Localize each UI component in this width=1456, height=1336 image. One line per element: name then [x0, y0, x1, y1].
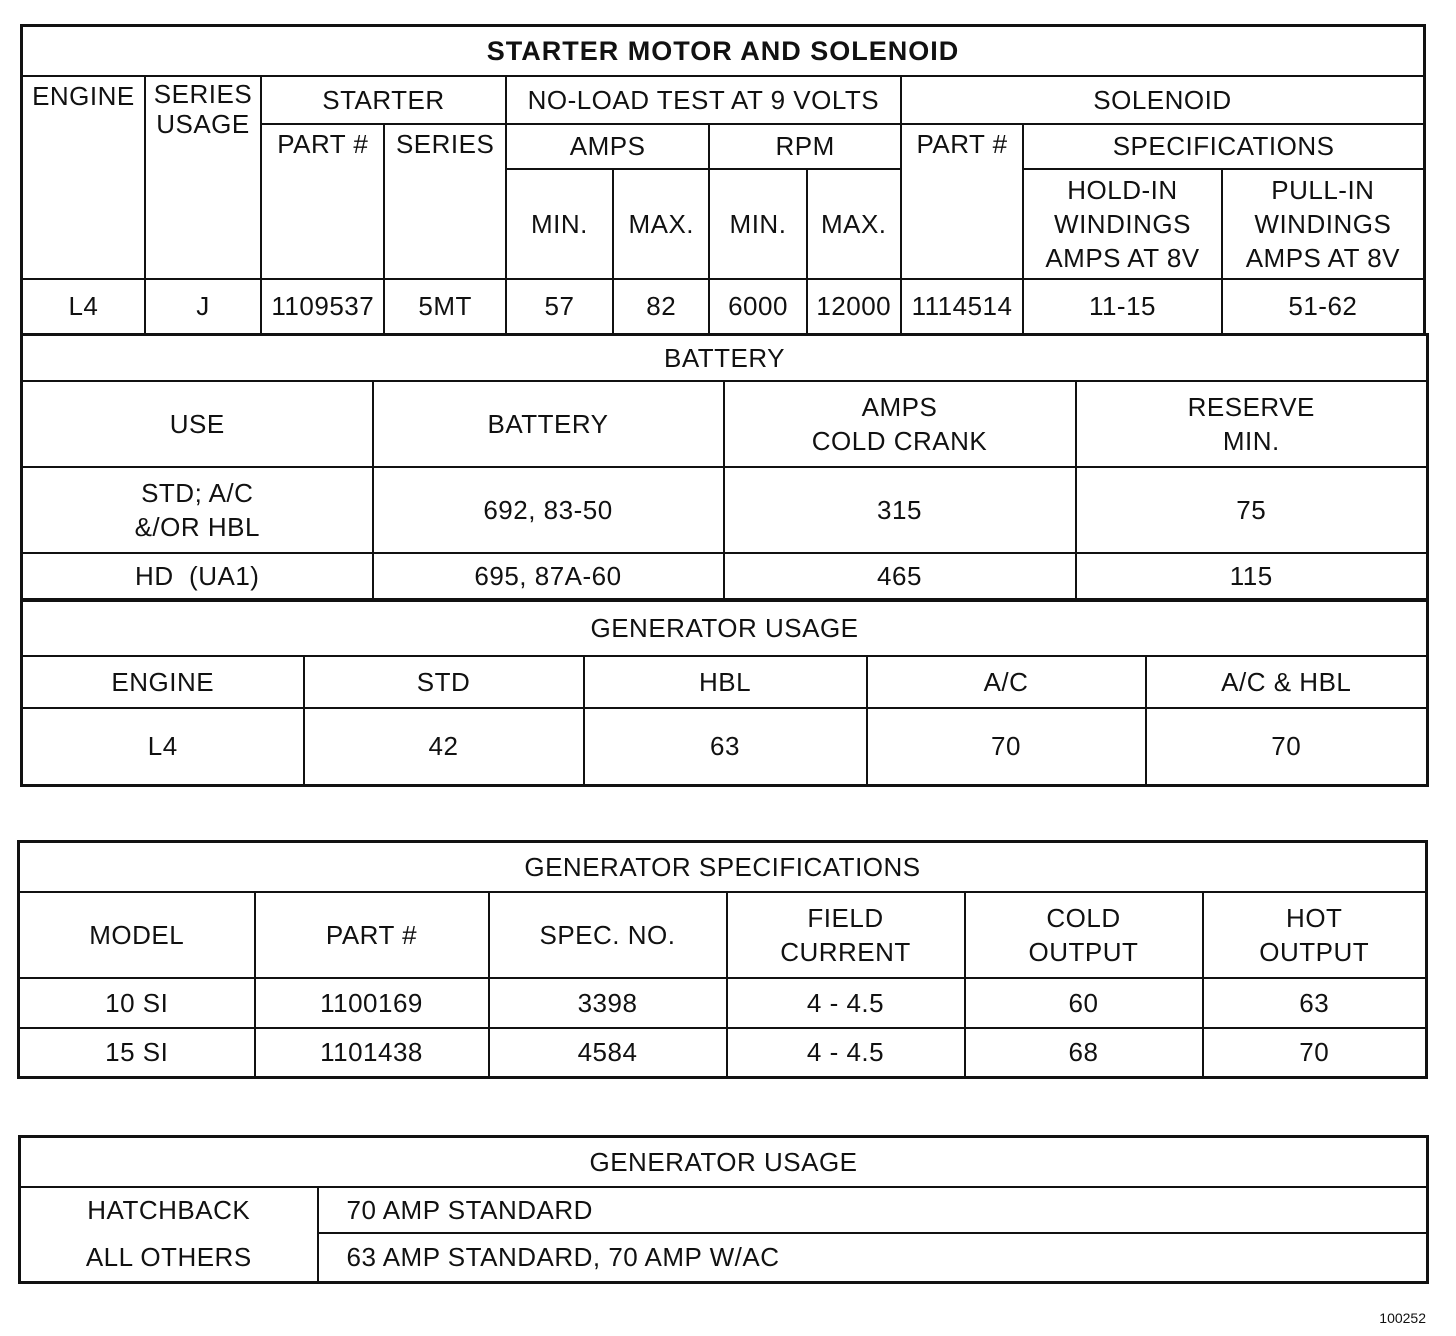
table-row: [20, 1233, 1428, 1283]
table-cell: 15 SI: [19, 1028, 255, 1078]
table-cell: 4584: [489, 1028, 727, 1078]
table-cell: 1114514: [901, 279, 1023, 335]
table-cell: ALL OTHERS: [20, 1233, 318, 1283]
battery-use-header: USE: [22, 381, 373, 467]
noload-header: NO-LOAD TEST AT 9 VOLTS: [506, 76, 901, 124]
table-cell: 115: [1076, 553, 1428, 601]
specifications-header: SPECIFICATIONS: [1023, 124, 1424, 169]
table-cell: 63 AMP STANDARD, 70 AMP W/AC: [318, 1233, 1428, 1283]
pull-in-header: PULL-IN WINDINGS AMPS AT 8V: [1222, 169, 1425, 279]
gen-usage-hbl-header: HBL: [584, 656, 867, 708]
specs-cold-output-header: COLD OUTPUT: [965, 892, 1203, 978]
table-cell: 6000: [709, 279, 806, 335]
table-cell: 70: [867, 708, 1146, 786]
table-cell: 60: [965, 978, 1203, 1028]
table-cell: L4: [22, 708, 304, 786]
table-cell: 57: [506, 279, 613, 335]
table-cell: 11-15: [1023, 279, 1222, 335]
engine-header: ENGINE: [22, 76, 145, 279]
generator-usage-table: [20, 598, 1429, 787]
table-cell: 4 - 4.5: [727, 978, 965, 1028]
table-row: [22, 467, 1428, 553]
specs-field-current-header: FIELD CURRENT: [727, 892, 965, 978]
table-cell: 12000: [807, 279, 901, 335]
rpm-max-header: MAX.: [807, 169, 901, 279]
battery-table: [20, 333, 1429, 602]
amps-min-header: MIN.: [506, 169, 613, 279]
generator-usage-body-table: [18, 1135, 1429, 1284]
starter-table: [20, 24, 1426, 336]
generator-specs-title: GENERATOR SPECIFICATIONS: [19, 842, 1427, 892]
battery-title: BATTERY: [22, 335, 1428, 381]
series-usage-header: SERIES USAGE: [145, 76, 261, 279]
amps-max-header: MAX.: [613, 169, 709, 279]
table-cell: 315: [724, 467, 1076, 553]
battery-reserve-header: RESERVE MIN.: [1076, 381, 1428, 467]
table-cell: 1109537: [261, 279, 384, 335]
table-cell: 70 AMP STANDARD: [318, 1187, 1428, 1233]
table-row: [20, 1187, 1428, 1233]
solenoid-part-header: PART #: [901, 124, 1023, 279]
table-cell: 82: [613, 279, 709, 335]
generator-usage-title: GENERATOR USAGE: [22, 600, 1428, 656]
gen-usage-engine-header: ENGINE: [22, 656, 304, 708]
table-cell: 5MT: [384, 279, 505, 335]
table-cell: 1101438: [255, 1028, 489, 1078]
table-row: [22, 708, 1428, 786]
specs-part-header: PART #: [255, 892, 489, 978]
table-row: [19, 978, 1427, 1028]
specs-specno-header: SPEC. NO.: [489, 892, 727, 978]
solenoid-header: SOLENOID: [901, 76, 1425, 124]
table-cell: 70: [1146, 708, 1428, 786]
table-cell: 10 SI: [19, 978, 255, 1028]
table-row: [22, 553, 1428, 601]
table-cell: 465: [724, 553, 1076, 601]
table-cell: J: [145, 279, 261, 335]
table-row: [19, 1028, 1427, 1078]
hold-in-header: HOLD-IN WINDINGS AMPS AT 8V: [1023, 169, 1222, 279]
battery-battery-header: BATTERY: [373, 381, 724, 467]
starter-data-row: [22, 279, 1425, 335]
rpm-min-header: MIN.: [709, 169, 806, 279]
starter-series-header: SERIES: [384, 124, 505, 279]
table-cell: 63: [1203, 978, 1427, 1028]
table-cell: 3398: [489, 978, 727, 1028]
table-cell: 1100169: [255, 978, 489, 1028]
reference-code: 100252: [1379, 1310, 1426, 1326]
table-cell: HATCHBACK: [20, 1187, 318, 1233]
specs-hot-output-header: HOT OUTPUT: [1203, 892, 1427, 978]
table-cell: 692, 83-50: [373, 467, 724, 553]
table-cell: 51-62: [1222, 279, 1425, 335]
battery-cca-header: AMPS COLD CRANK: [724, 381, 1076, 467]
table-cell: HD (UA1): [22, 553, 373, 601]
generator-usage-body-title: GENERATOR USAGE: [20, 1137, 1428, 1187]
table-cell: 4 - 4.5: [727, 1028, 965, 1078]
starter-header: STARTER: [261, 76, 506, 124]
gen-usage-ac-hbl-header: A/C & HBL: [1146, 656, 1428, 708]
specs-model-header: MODEL: [19, 892, 255, 978]
amps-header: AMPS: [506, 124, 710, 169]
table-cell: 63: [584, 708, 867, 786]
gen-usage-std-header: STD: [304, 656, 584, 708]
table-cell: L4: [22, 279, 145, 335]
table-cell: STD; A/C &/OR HBL: [22, 467, 373, 553]
table-cell: 68: [965, 1028, 1203, 1078]
table-cell: 70: [1203, 1028, 1427, 1078]
table-cell: 695, 87A-60: [373, 553, 724, 601]
gen-usage-ac-header: A/C: [867, 656, 1146, 708]
starter-title: STARTER MOTOR AND SOLENOID: [22, 26, 1425, 76]
starter-part-header: PART #: [261, 124, 384, 279]
table-cell: 75: [1076, 467, 1428, 553]
table-cell: 42: [304, 708, 584, 786]
generator-specs-table: [17, 840, 1428, 1079]
rpm-header: RPM: [709, 124, 901, 169]
